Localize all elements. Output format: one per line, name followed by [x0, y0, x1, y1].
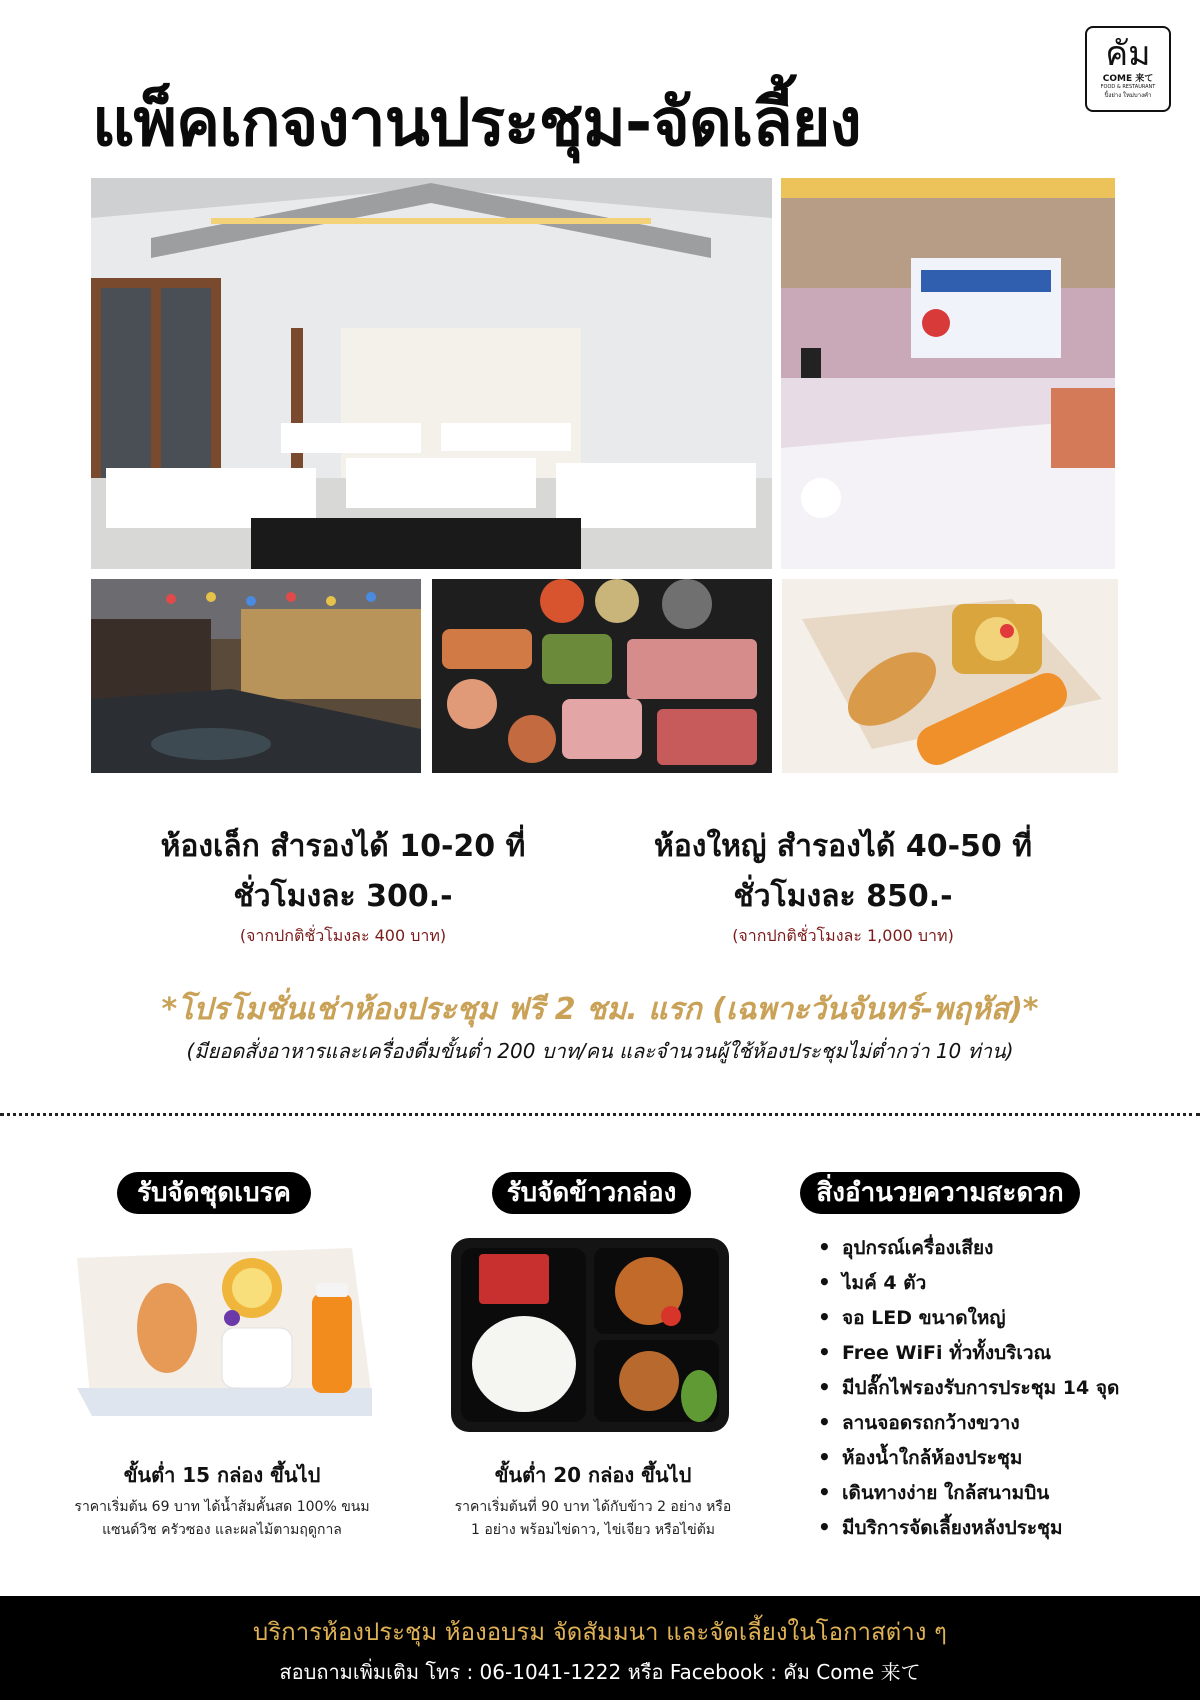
rice-box-desc-line2: 1 อย่าง พร้อมไข่ดาว, ไข่เจียว หรือไข่ต้ม	[470, 1522, 716, 1538]
rice-box-label: รับจัดข้าวกล่อง	[492, 1172, 691, 1214]
rice-box-minimum: ขั้นต่ำ 20 กล่อง ขึ้นไป	[494, 1463, 692, 1487]
break-set-description	[32, 1496, 412, 1542]
rice-box-desc-line1: ราคาเริ่มต้นที่ 90 บาท ได้กับข้าว 2 อย่าง หรือ	[454, 1499, 732, 1515]
room-small-title: ห้องเล็ก สำรองได้ 10-20 ที่	[160, 829, 526, 864]
room-small-price: ชั่วโมงละ 300.-	[233, 879, 453, 914]
amenity-item: • จอ LED ขนาดใหญ่	[818, 1305, 1006, 1329]
promo-headline: *โปรโมชั่นเช่าห้องประชุม ฟรี 2 ชม. แรก (เฉพาะวันจันทร์-พฤหัส)*	[161, 992, 1039, 1027]
page-title: แพ็คเกจงานประชุม-จัดเลี้ยง	[92, 84, 861, 161]
room-large-title: ห้องใหญ่ สำรองได้ 40-50 ที่	[654, 829, 1032, 864]
amenity-item: • ไมค์ 4 ตัว	[818, 1270, 927, 1294]
footer-services-text: บริการห้องประชุม ห้องอบรม จัดสัมมนา และจัดเลี้ยงในโอกาสต่าง ๆ	[253, 1618, 947, 1646]
logo-tagline: FOOD & RESTAURANT	[1100, 84, 1156, 90]
amenities-label: สิ่งอำนวยความสะดวก	[800, 1172, 1080, 1214]
rice-box-image	[449, 1236, 731, 1434]
room-large-pricing	[603, 822, 1083, 950]
photo-small-meeting-room	[91, 178, 772, 569]
amenity-item: • เดินทางง่าย ใกล้สนามบิน	[818, 1480, 1050, 1504]
room-large-price: ชั่วโมงละ 850.-	[733, 879, 953, 914]
break-set-desc-line1: ราคาเริ่มต้น 69 บาท ได้น้ำส้มคั้นสด 100% ขนม	[74, 1499, 370, 1515]
section-divider	[0, 1113, 1200, 1116]
logo-subtitle: COME 来て	[1102, 74, 1154, 84]
break-set-minimum: ขั้นต่ำ 15 กล่อง ขึ้นไป	[123, 1463, 321, 1487]
logo-wordmark: คัม	[1105, 34, 1151, 74]
break-set-box-image	[72, 1238, 378, 1426]
promo-condition: (มียอดสั่งอาหารและเครื่องดื่มขั้นต่ำ 200 บาท/คน และจำนวนผู้ใช้ห้องประชุมไม่ต่ำกว่า 10 ท่าน)	[186, 1039, 1014, 1063]
room-small-note: (จากปกติชั่วโมงละ 400 บาท)	[239, 926, 447, 945]
break-set-desc-line2: แซนด์วิช ครัวซอง และผลไม้ตามฤดูกาล	[102, 1522, 342, 1538]
amenity-item: • ห้องน้ำใกล้ห้องประชุม	[818, 1445, 1023, 1469]
photo-bbq-food-spread	[432, 579, 772, 773]
amenity-item: • มีปลั๊กไฟรองรับการประชุม 14 จุด	[818, 1375, 1120, 1399]
amenity-item: • ลานจอดรถกว้างขวาง	[818, 1410, 1020, 1434]
rice-box-description	[403, 1496, 783, 1542]
amenity-item: • มีบริการจัดเลี้ยงหลังประชุม	[818, 1515, 1063, 1539]
logo-footer-text: ปิ้งย่าง ใหม่บางคำ	[1104, 92, 1152, 99]
room-small-pricing	[103, 822, 583, 950]
room-large-note: (จากปกติชั่วโมงละ 1,000 บาท)	[732, 926, 954, 945]
break-set-label: รับจัดชุดเบรค	[117, 1172, 311, 1214]
amenity-item: • Free WiFi ทั่วทั้งบริเวณ	[818, 1340, 1052, 1364]
photo-large-meeting-room	[781, 178, 1115, 569]
footer-contact-text: สอบถามเพิ่มเติม โทร : 06-1041-1222 หรือ Facebook : คัม Come 来て	[279, 1660, 921, 1684]
brand-logo	[1085, 26, 1171, 112]
photo-garden-koi-pond	[91, 579, 421, 773]
amenities-list	[818, 1230, 1178, 1545]
photo-snack-box	[782, 579, 1118, 773]
footer-bar	[0, 1596, 1200, 1700]
amenity-item: • อุปกรณ์เครื่องเสียง	[818, 1235, 994, 1259]
